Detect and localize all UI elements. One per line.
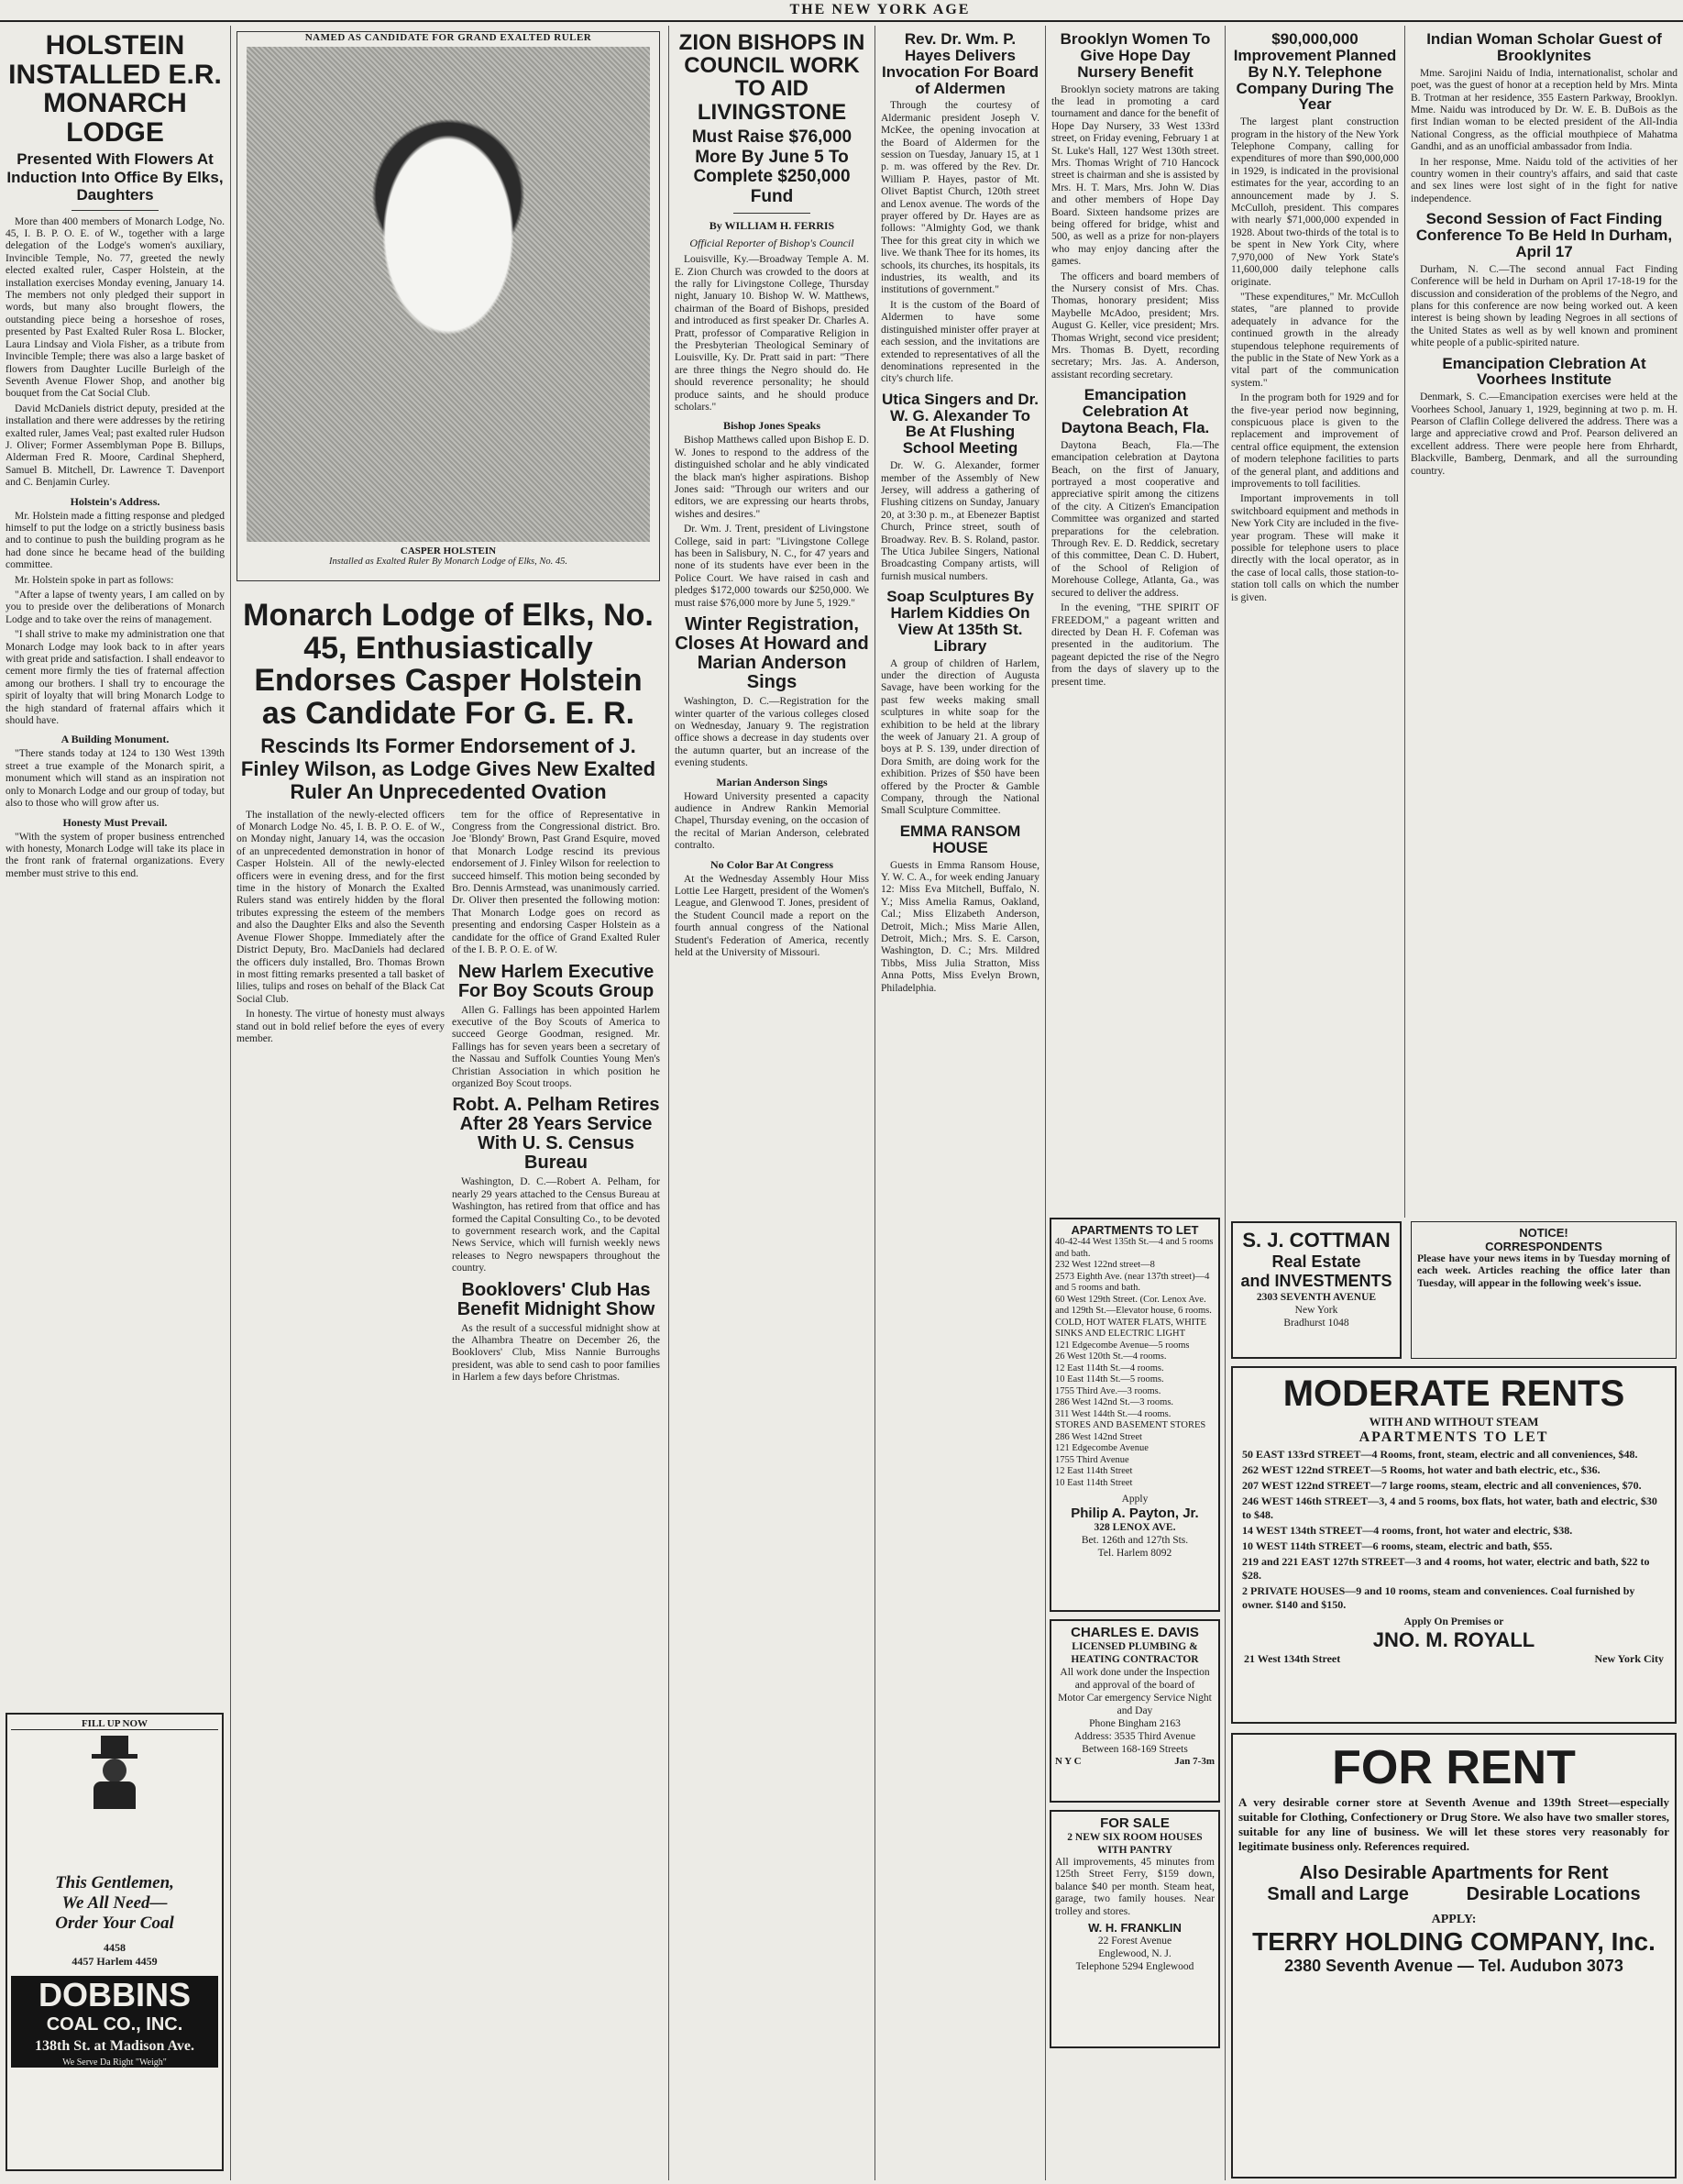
column-4 bbox=[875, 26, 1046, 2180]
notice-subtitle: CORRESPONDENTS bbox=[1485, 1240, 1602, 1253]
apartment-list-item: STORES AND BASEMENT STORES bbox=[1055, 1420, 1206, 1430]
article-paragraph: The installation of the newly-elected officers of Monarch Lodge No. 45, I. B. P. O. E. of W., on Monday night, January 14, was the occasion of an unprecedented demonstration in honor of Casper Holstein. All of the newly-elected officers were in evening dress, and for the first time in the history of Monarch the Exalted Rulers stand was entirely hidden by the floral tributes expressing the esteem of the members and also the Daughter Elks and also the Seventh Avenue Flower Shoppe. Immediately after the District Deputy, Bro. MacDaniels had declared the officers duly installed, Bro. Thomas Brown in most fitting remarks presented a tall basket of lilies, tulips and roses on behalf of the Black Cat Social Club. bbox=[236, 809, 445, 1005]
photo-label: NAMED AS CANDIDATE FOR GRAND EXALTED RULER bbox=[304, 32, 592, 43]
article-paragraph: Allen G. Fallings has been appointed Harlem executive of the Boy Scouts of America to succeed George Goodman, resigned. Mr. Fallings has for seven years been a secretary of the Nassau and Suffolk Counties Young Men's Christian Association in which position he organized Boy Scout troops. bbox=[452, 1004, 660, 1089]
ad-apply: Apply bbox=[1121, 1494, 1149, 1505]
apartment-list-item: 232 West 122nd street—8 bbox=[1055, 1260, 1155, 1270]
headline-indian-scholar: Indian Woman Scholar Guest of Brooklynites bbox=[1426, 30, 1662, 64]
ad-title: FOR RENT bbox=[1332, 1741, 1576, 1794]
article-paragraph: The officers and board members of the Nursery consist of Mrs. Chas. Thomas, honorary president; Miss Maybelle McAdoo, president; Mrs. August G. Keller, vice president; Mrs. Thomas Wright, second vice president; Mrs. Thomas B. Dyett, recording secretary; Mrs. Jas. A. Anderson, assistant recording secretary. bbox=[1051, 270, 1219, 381]
ad-subtitle: APARTMENTS TO LET bbox=[1358, 1429, 1549, 1445]
gentleman-icon bbox=[73, 1736, 156, 1809]
article-paragraph: "After a lapse of twenty years, I am called on by you to preside over the deliberations of Monarch Lodge and to take over the reins of management. bbox=[6, 590, 225, 625]
article-paragraph: Denmark, S. C.—Emancipation exercises were held at the Voorhees School, January 1, 1929, beginning at two p. m. H. Pearson of Claflin College delivered the address. There was a large and appreciative crowd and Prof. Pearson delivered an excellent address. There were people here from Ehrhardt, Blackville, Bamberg, Denmark, and all the surrounding country. bbox=[1411, 392, 1678, 477]
ad-subtitle: WITH AND WITHOUT STEAM bbox=[1369, 1415, 1539, 1428]
ad-line: New York bbox=[1294, 1305, 1338, 1316]
ad-name: CHARLES E. DAVIS bbox=[1071, 1625, 1199, 1640]
article-paragraph: Brooklyn society matrons are taking the lead in promoting a card tournament and dance for the benefit of Hope Day Nursery, 33 West 133rd street, on Friday evening, February 1 at St. Luke's Hall, 127 West 130th street. Mrs. Thomas Wright of 710 Hancock street is chairman and she is assisted by Mrs. H. T. Mars, Mrs. John W. Dias and other members of Hope Day Board. Sixteen handsome prizes are being offered for bridge, whist and 500, as well as a prize for non-players who may enjoy dancing after the games. bbox=[1051, 83, 1219, 268]
apartment-list-item: 60 West 129th Street. (Cor. Lenox Ave. and 129th St.—Elevator house, 6 rooms. bbox=[1055, 1294, 1212, 1316]
headline-holstein-installed: HOLSTEIN INSTALLED E.R. MONARCH LODGE bbox=[8, 30, 222, 148]
holstein-portrait-image bbox=[247, 47, 650, 542]
ad-slogan: We Serve Da Right "Weigh" bbox=[11, 2057, 218, 2068]
ad-apply: APPLY: bbox=[1431, 1913, 1477, 1926]
apartment-list-item: 12 East 114th St.—4 rooms. bbox=[1055, 1362, 1164, 1373]
subhead: A Building Monument. bbox=[60, 733, 170, 746]
ad-line: N Y C bbox=[1055, 1756, 1082, 1767]
headline-hope-day-nursery: Brooklyn Women To Give Hope Day Nursery Benefit bbox=[1060, 30, 1211, 81]
apartment-list-item: 10 East 114th St.—5 rooms. bbox=[1055, 1374, 1164, 1384]
headline-soap-sculptures: Soap Sculptures By Harlem Kiddies On View At 135th St. Library bbox=[886, 588, 1034, 655]
column-7 bbox=[1405, 26, 1683, 1218]
rent-list bbox=[1238, 1448, 1669, 1612]
ad-line: Bradhurst 1048 bbox=[1283, 1318, 1349, 1329]
headline-pelham-retires: Robt. A. Pelham Retires After 28 Years Service With U. S. Census Bureau bbox=[452, 1095, 660, 1174]
ad-line: Desirable Locations bbox=[1466, 1884, 1641, 1904]
divider bbox=[733, 213, 811, 214]
moderate-rents-ad bbox=[1231, 1366, 1677, 1724]
column-5 bbox=[1046, 26, 1226, 2180]
article-paragraph: Mme. Sarojini Naidu of India, internationalist, scholar and poet, was the guest of honor at a reception held by Mrs. Minta B. Trotman at her residence, 355 Eastern Parkway, Brooklyn. Mme. Naidu was introduced by Dr. W. E. B. DuBois as the first Indian woman to be elected president of the All-India National Congress, as the official mouthpiece of Mahatma Gandhi, and as an unofficial ambassador from India. bbox=[1411, 67, 1678, 153]
ad-tagline: We All Need— bbox=[61, 1893, 168, 1913]
article-paragraph: "These expenditures," Mr. McCulloh states, "are planned to provide adequately in advance for the continued growth in the already stupendous telephone requirements of the public in the State of New York as a vital part of the communication system." bbox=[1231, 291, 1399, 389]
headline-monarch-endorses: Monarch Lodge of Elks, No. 45, Enthusiastically Endorses Casper Holstein as Candidate For G. E. R. bbox=[243, 598, 654, 732]
column-1 bbox=[0, 26, 231, 2180]
ad-phone: Tel. Harlem 8092 bbox=[1097, 1548, 1172, 1559]
article-paragraph: Mr. Holstein spoke in part as follows: bbox=[15, 574, 174, 586]
subhead: Bishop Jones Speaks bbox=[722, 419, 821, 433]
apartment-list-item: 1755 Third Avenue bbox=[1055, 1454, 1129, 1465]
photo-caption: Installed as Exalted Ruler By Monarch Lodge of Elks, No. 45. bbox=[328, 557, 568, 567]
dobbins-coal-ad bbox=[6, 1713, 224, 2171]
ad-line: 22 Forest Avenue bbox=[1097, 1936, 1172, 1947]
ad-phone: 4457 Harlem 4459 bbox=[72, 1955, 158, 1968]
article-paragraph: Bishop Matthews called upon Bishop E. D. W. Jones to respond to the address of the distinguished scholar and he ably vindicated the black man's higher aspirations. Bishop Jones said: "Through our writers and our editors, we are expressing our hearts throbs, wishes and desires." bbox=[675, 435, 869, 520]
ad-line: and INVESTMENTS bbox=[1240, 1272, 1392, 1290]
headline-emma-ransom: EMMA RANSOM HOUSE bbox=[899, 822, 1021, 856]
ad-name: Philip A. Payton, Jr. bbox=[1071, 1506, 1199, 1521]
headline-daytona-emancipation: Emancipation Celebration At Daytona Beach, Fla. bbox=[1061, 386, 1210, 436]
article-paragraph: Guests in Emma Ransom House, Y. W. C. A., for week ending January 12: Miss Eva Mitchell, Buffalo, N. Y.; Miss Amelia Ramus, Oakland, Cal.; Miss Elizabeth Anderson, Detroit, Mich.; Miss Marie Allen, Detroit, Mich.; Mrs. S. E. Carson, Washington, D. C.; Mrs. Mildred Tibbs, Miss Julia Stratton, Miss Anna Potts, Miss Evelyn Brown, Philadelphia. bbox=[881, 859, 1040, 994]
ad-company-name: DOBBINS bbox=[11, 1976, 218, 2014]
apartment-list-item: 286 West 142nd St.—3 rooms. bbox=[1055, 1397, 1174, 1407]
ad-name: S. J. COTTMAN bbox=[1242, 1229, 1391, 1252]
article-paragraph: Dr. Wm. J. Trent, president of Livingstone College, said in part: "Livingstone College has been in Salisbury, N. C., for 47 years and none of its students have ever been in the Police Court. We have raised in cash and pledges $172,000 towards our $250,000. We must raise $76,000 more by June 5, 1929." bbox=[675, 524, 869, 609]
rent-list-item: 50 EAST 133rd STREET—4 Rooms, front, steam, electric and all conveniences, $48. bbox=[1242, 1448, 1638, 1461]
apartment-list-item: 1755 Third Ave.—3 rooms. bbox=[1055, 1385, 1161, 1396]
notice-correspondents-box bbox=[1411, 1221, 1677, 1359]
monarch-lodge-article bbox=[236, 594, 660, 1387]
dek-must-raise: Must Raise $76,000 More By June 5 To Complete $250,000 Fund bbox=[691, 127, 852, 207]
rent-list-item: 14 WEST 134th STREET—4 rooms, front, hot water and electric, $38. bbox=[1242, 1524, 1573, 1537]
article-paragraph: The largest plant construction program in the history of the New York Telephone Company, calling for expenditures of more than $90,000,000 in 1929, is indicated in the provisional estimates for the year, according to an announcement made by J. S. McCulloh, president. This compares with nearly $71,000,000 expended in 1928. About two-thirds of the total is to be spent in New York City, where 7,970,000 of New York State's 11,600,000 daily telephone calls originate. bbox=[1231, 116, 1399, 288]
ad-address: 138th St. at Madison Ave. bbox=[11, 2035, 218, 2057]
ad-company-name: COAL CO., INC. bbox=[11, 2014, 218, 2035]
article-paragraph: As the result of a successful midnight show at the Alhambra Theatre on December 26, the Booklovers' Club, Miss Nannie Burroughs president, was able to send cash to poor families in Harlem a few days before Christmas. bbox=[452, 1322, 660, 1384]
article-paragraph: In the program both for 1929 and for the five-year period now beginning, conspicuous place is given to the replacement and improvement of central office equipment, the extension of modern telephone facilities to parts of the general plant, and additions and improvements to toll facilities. bbox=[1231, 392, 1399, 490]
column-3 bbox=[669, 26, 875, 2180]
article-paragraph: More than 400 members of Monarch Lodge, No. 45, I. B. P. O. E. of W., together with a large delegation of the Lodge's women's auxiliary, Invincible Temple, No. 77, greeted the newly elected exalted ruler, Casper Holstein, at the installation exercises Monday evening, January 14. The members not only pledged their support in words, but many also brought flowers, the outstanding piece being a horseshoe of roses, presented by Past Exalted Ruler Rosa L. Blocker, Laura Lindsay and Viola Fisher, as a tribute from Invincible Temple; there was also a large basket of flowers from Daughter Lucille Burleigh of the Seventh Avenue Flower Shop, and another big bouquet from the Cat Social Club. bbox=[6, 215, 225, 400]
article-paragraph: Through the courtesy of Aldermanic president Joseph V. McKee, the opening invocation at the Board of Aldermen for the session on Tuesday, January 15, at 1 p. m. was offered by the Rev. Dr. William P. Hayes, pastor of Mt. Olivet Baptist Church, 120th street and Lenox avenue. The words of the prayer offered by Dr. Hayes are as follows: "Almighty God, we thank Thee for this great city in which we live. We thank Thee for its homes, its schools, its churches, its hospitals, its industries, its wealth, and its institutions of government." bbox=[881, 100, 1040, 296]
ad-title: FOR SALE bbox=[1100, 1815, 1170, 1831]
subhead: Holstein's Address. bbox=[70, 494, 160, 508]
photo-name: CASPER HOLSTEIN bbox=[400, 546, 497, 557]
ad-tagline: This Gentlemen, bbox=[55, 1873, 174, 1892]
ad-company: TERRY HOLDING COMPANY, Inc. bbox=[1252, 1927, 1656, 1956]
notice-body: Please have your news items in by Tuesday morning of each week. Articles reaching the office later than Tuesday, will appear in the following week's issue. bbox=[1417, 1253, 1670, 1289]
article-paragraph: In the evening, "THE SPIRIT OF FREEDOM," a pageant written and directed by Dean H. F. Cofeman was presented in the auditorium. The pageant depicted the rise of the Negro from the days of slavery up to the present time. bbox=[1051, 602, 1219, 688]
ad-city: New York City bbox=[1594, 1652, 1664, 1665]
byline-title: Official Reporter of Bishop's Council bbox=[689, 237, 854, 250]
ad-name: W. H. FRANKLIN bbox=[1088, 1921, 1182, 1936]
article-paragraph: Important improvements in toll switchboard equipment and methods in New York City are included in the five-year program. These will make it possible for telephone users to place directly with the local operator, as in the case of local calls, those station-to-station toll calls on which the number is given. bbox=[1231, 493, 1399, 603]
article-paragraph: David McDaniels district deputy, presided at the installation and there were addresses by the retiring exalted ruler, James Veal; past exalted ruler Hudson J. Oliver; Former Assemblyman Pope B. Billups, Alderman Fred R. Moore, Cardinal Shepherd, Samuel B. Mitchell, Dr. Lawrence T. Davenport and C. Benjamin Curley. bbox=[6, 403, 225, 489]
rent-list-item: 219 and 221 EAST 127th STREET—3 and 4 rooms, hot water, electric and bath, $22 to $28. bbox=[1242, 1555, 1650, 1582]
ad-line: Address: 3535 Third Avenue Between 168-169 Streets bbox=[1073, 1731, 1196, 1755]
ad-line: 2 NEW SIX ROOM HOUSES WITH PANTRY bbox=[1067, 1832, 1203, 1856]
ad-line: LICENSED PLUMBING & HEATING CONTRACTOR bbox=[1071, 1641, 1199, 1665]
headline-winter-registration: Winter Registration, Closes At Howard and Marian Anderson Sings bbox=[675, 614, 869, 693]
dek-presented-flowers: Presented With Flowers At Induction Into Office By Elks, Daughters bbox=[6, 150, 224, 204]
article-paragraph: Washington, D. C.—Robert A. Pelham, for nearly 29 years attached to the Census Bureau at Washington, has retired from that office and has formed the Capital Consulting Co., to be devoted to government research work, and the Capital News Service, which will furnish weekly news releases to Negro newspapers throughout the country. bbox=[452, 1176, 660, 1274]
rent-list-item: 10 WEST 114th STREET—6 rooms, steam, electric and bath, $55. bbox=[1242, 1539, 1553, 1552]
article-paragraph: "With the system of proper business entrenched with honesty, Monarch Lodge will take its place in the front rank of fraternal organizations. Every member must strive to this end. bbox=[6, 831, 225, 879]
holstein-photo-box bbox=[236, 31, 660, 581]
ad-line: Motor Car emergency Service Night and Day bbox=[1058, 1693, 1212, 1716]
masthead-rule bbox=[0, 20, 1683, 22]
apartment-list-item: 40-42-44 West 135th St.—4 and 5 rooms and bath. bbox=[1055, 1237, 1214, 1259]
article-paragraph: At the Wednesday Assembly Hour Miss Lottie Lee Hargett, president of the Women's League, and Glenwood T. Jones, president of the Student Council made a report on the fourth annual congress of the National Student's Federation of America, recently held at the University of Missouri. bbox=[675, 873, 869, 958]
ad-line: Englewood, N. J. bbox=[1098, 1948, 1172, 1960]
article-paragraph: Durham, N. C.—The second annual Fact Finding Conference will be held in Durham on April 17-18-19 for the discussion and consideration of the problems of the Negro, and plans for this conference are now being worked out. A keen interest is being shown by leading Negroes in all sections of the United States as well as by well known and prominent white people of a public-spirited nature. bbox=[1411, 263, 1678, 349]
apartment-list-item: 26 West 120th St.—4 rooms. bbox=[1055, 1351, 1167, 1362]
column-2 bbox=[231, 26, 669, 2180]
ad-address: 21 West 134th Street bbox=[1244, 1652, 1341, 1665]
ad-line: Phone Bingham 2163 bbox=[1089, 1718, 1181, 1729]
notice-title: NOTICE! bbox=[1519, 1226, 1568, 1240]
apartment-list-item: 311 West 144th St.—4 rooms. bbox=[1055, 1408, 1172, 1419]
davis-plumbing-ad bbox=[1050, 1619, 1220, 1803]
rent-list-item: 246 WEST 146th STREET—3, 4 and 5 rooms, box flats, hot water, bath and electric, $30 to $48. bbox=[1242, 1495, 1657, 1521]
apartment-list-item: 121 Edgecombe Avenue bbox=[1055, 1443, 1149, 1453]
ad-line: Small and Large bbox=[1267, 1884, 1409, 1904]
for-rent-ad bbox=[1231, 1733, 1677, 2178]
apartment-list-item: 10 East 114th Street bbox=[1055, 1477, 1133, 1488]
divider bbox=[72, 210, 160, 211]
ad-body: A very desirable corner store at Seventh Avenue and 139th Street—especially suitable for Clothing, Confectionery or Drug Store. We also have two smaller stores, suitable for any line of business. We will let these stores very reasonably for legitimate business only. References required. bbox=[1238, 1795, 1669, 1853]
ad-address: Bet. 126th and 127th Sts. bbox=[1081, 1535, 1189, 1546]
headline-booklovers: Booklovers' Club Has Benefit Midnight Show bbox=[456, 1279, 655, 1319]
ad-body: All improvements, 45 minutes from 125th Street Ferry, $159 down, balance $40 per month. Steam heat, garage, two family houses. Near trolley and stores. bbox=[1055, 1857, 1215, 1917]
byline: By WILLIAM H. FERRIS bbox=[709, 219, 835, 233]
ad-title: APARTMENTS TO LET bbox=[1071, 1223, 1199, 1237]
apartment-list-item: 121 Edgecombe Avenue—5 rooms bbox=[1055, 1340, 1190, 1351]
headline-hayes-invocation: Rev. Dr. Wm. P. Hayes Delivers Invocation For Board of Aldermen bbox=[882, 30, 1039, 97]
rent-list-item: 262 WEST 122nd STREET—5 Rooms, hot water and bath electric, etc., $36. bbox=[1242, 1463, 1600, 1476]
ad-title: MODERATE RENTS bbox=[1282, 1373, 1625, 1414]
ad-line: Telephone 5294 Englewood bbox=[1075, 1961, 1194, 1973]
subhead: Honesty Must Prevail. bbox=[62, 815, 168, 829]
apartment-list-item: 2573 Eighth Ave. (near 137th street)—4 and 5 rooms and bath. bbox=[1055, 1271, 1210, 1293]
headline-voorhees: Emancipation Clebration At Voorhees Institute bbox=[1442, 354, 1646, 389]
ad-address: 328 LENOX AVE. bbox=[1094, 1522, 1176, 1533]
ad-tagline: Order Your Coal bbox=[55, 1914, 174, 1933]
ad-line: Jan 7-3m bbox=[1174, 1756, 1215, 1767]
article-paragraph: Daytona Beach, Fla.—The emancipation celebration at Daytona Beach, on the first of January, portrayed a most cooperative and appreciative spirit among the citizens of the city. A Citizen's Emancipation Committee was organized and started preparations for the celebration. Through Rev. E. D. Reddick, secretary of this committee, Dean C. D. Hubert, of the School of Religion of Morehouse College, Atlanta, Ga., was secured to deliver the address. bbox=[1051, 439, 1219, 599]
article-paragraph: It is the custom of the Board of Aldermen to have some distinguished minister offer prayer at each session, and the invitations are extended to representatives of all the denominations represented in the city's church life. bbox=[881, 299, 1040, 385]
article-paragraph: Mr. Holstein made a fitting response and pledged himself to put the lodge on a strictly business basis and to continue to push the building program as he had done since he became head of the building committee. bbox=[6, 510, 225, 571]
article-paragraph: Dr. W. G. Alexander, former member of the Assembly of New Jersey, will address a gathering of Flushing citizens on Sunday, January 20, at 3:30 p. m., at Ebenezer Baptist Church, Prince street, south of Broadway. Rev. B. S. Roland, pastor. The Utica Jubilee Singers, National Broadcasting Company artists, will furnish musical numbers. bbox=[881, 460, 1040, 582]
subhead: No Color Bar At Congress bbox=[710, 857, 833, 871]
headline-zion-bishops: ZION BISHOPS IN COUNCIL WORK TO AID LIVINGSTONE bbox=[678, 30, 865, 125]
ad-line: Also Desirable Apartments for Rent bbox=[1299, 1863, 1609, 1883]
article-paragraph: tem for the office of Representative in Congress from the Congressional district. Bro. Joe 'Blondy' Brown, Past Grand Esquire, moved that Monarch Lodge rescind its previous endorsement of J. Finley Wilson for reelection to succeed himself. This motion being seconded by Bro. Dennis Armstead, was unanimously carried. Dr. Oliver then presented the following motion: That Monarch Lodge goes on record as presenting and endorsing Casper Holstein as a candidate for the office of Grand Exalted Ruler of the I. B. P. O. E. of W. bbox=[452, 809, 660, 956]
headline-telephone-improvement: $90,000,000 Improvement Planned By N.Y. Telephone Company During The Year bbox=[1233, 30, 1397, 114]
apartment-list bbox=[1055, 1237, 1215, 1489]
franklin-houses-ad bbox=[1050, 1810, 1220, 2048]
rent-list-item: 2 PRIVATE HOUSES—9 and 10 rooms, steam and conveniences. Coal furnished by owner. $140 and $150. bbox=[1242, 1584, 1635, 1611]
article-paragraph: Washington, D. C.—Registration for the winter quarter of the various colleges closed on Wednesday, January 9. The registration office shows a decrease in day students over the autumn quarter, but an increase of the evening students. bbox=[675, 696, 869, 769]
cottman-realestate-ad bbox=[1231, 1221, 1402, 1359]
rent-list-item: 207 WEST 122nd STREET—7 large rooms, steam, electric and all conveniences, $70. bbox=[1242, 1479, 1642, 1492]
ad-phone: 4458 bbox=[104, 1941, 126, 1954]
headline-boy-scouts: New Harlem Executive For Boy Scouts Group bbox=[457, 961, 654, 1001]
ad-name: JNO. M. ROYALL bbox=[1372, 1628, 1535, 1651]
ad-apply: Apply On Premises or bbox=[1403, 1616, 1504, 1627]
payton-apartments-ad bbox=[1050, 1218, 1220, 1612]
ad-line: All work done under the Inspection and approval of the board of bbox=[1060, 1667, 1210, 1691]
article-paragraph: "I shall strive to make my administration one that Monarch Lodge may look back to in after years with great pride and satisfaction. I shall endeavor to cement more firmly the ties of fraternal affection among our brothers. I shall try to encourage the spirit of loyalty that will bring Monarch Lodge to the high standard of fraternal affairs which it should have. bbox=[6, 629, 225, 727]
apartment-list-item: COLD, HOT WATER FLATS, WHITE SINKS AND ELECTRIC LIGHT bbox=[1055, 1317, 1207, 1339]
article-paragraph: In honesty. The virtue of honesty must always stand out in bold relief before the eyes of every member. bbox=[236, 1009, 445, 1044]
headline-utica-singers: Utica Singers and Dr. W. G. Alexander To Be At Flushing School Meeting bbox=[882, 390, 1039, 458]
article-paragraph: In her response, Mme. Naidu told of the activities of her country women in their country's affairs, and said that caste and sex lines were lost sight of in the fight for native independence. bbox=[1411, 156, 1678, 204]
ad-line: Real Estate bbox=[1271, 1252, 1361, 1271]
ad-top-text: FILL UP NOW bbox=[11, 1718, 218, 1730]
dek-rescinds: Rescinds Its Former Endorsement of J. Finley Wilson, as Lodge Gives New Exalted Ruler An Unprecedented Ovation bbox=[240, 734, 656, 804]
apartment-list-item: 286 West 142nd Street bbox=[1055, 1431, 1142, 1442]
column-6 bbox=[1226, 26, 1405, 1218]
ad-line: 2303 SEVENTH AVENUE bbox=[1256, 1292, 1377, 1303]
article-paragraph: A group of children of Harlem, under the direction of Augusta Savage, have been working for the past few weeks making small sculptures in white soap for the exhibition to be held at the library the week of January 21. A group of boys at P. S. 139, under direction of Dora Smith, are doing work for the exhibition. Prizes of $50 have been offered by the Procter & Gamble Company, through the National Small Sculpture Committee. bbox=[881, 657, 1040, 817]
masthead-title: THE NEW YORK AGE bbox=[789, 2, 971, 17]
apartment-list-item: 12 East 114th Street bbox=[1055, 1466, 1133, 1476]
article-paragraph: Howard University presented a capacity audience in Andrew Rankin Memorial Chapel, Thursday evening, on the occasion of the recital of Marian Anderson, celebrated contralto. bbox=[675, 790, 869, 852]
article-paragraph: Louisville, Ky.—Broadway Temple A. M. E. Zion Church was crowded to the doors at the rally for Livingstone College, Thursday night, January 10. Bishop W. W. Matthews, chairman of the Board of Bishops, presided and introduced as first speaker Dr. Charles A. Pratt, professor of Comparative Religion in the Presbyterian Theological Seminary of Louisville, Ky. Dr. Pratt said in part: "There are three things the Negro should do. He should reverence personality; he should produce saints, and he should produce scholars." bbox=[675, 254, 869, 413]
subhead: Marian Anderson Sings bbox=[716, 775, 828, 789]
ad-address: 2380 Seventh Avenue — Tel. Audubon 3073 bbox=[1284, 1957, 1623, 1975]
headline-fact-finding: Second Session of Fact Finding Conference To Be Held In Durham, April 17 bbox=[1415, 210, 1673, 260]
article-paragraph: "There stands today at 124 to 130 West 139th street a true example of the Monarch spirit, a monument which will stand as an inspiration not only to Monarch Lodge and our group of today, but also to those who will grow after us. bbox=[6, 748, 225, 810]
